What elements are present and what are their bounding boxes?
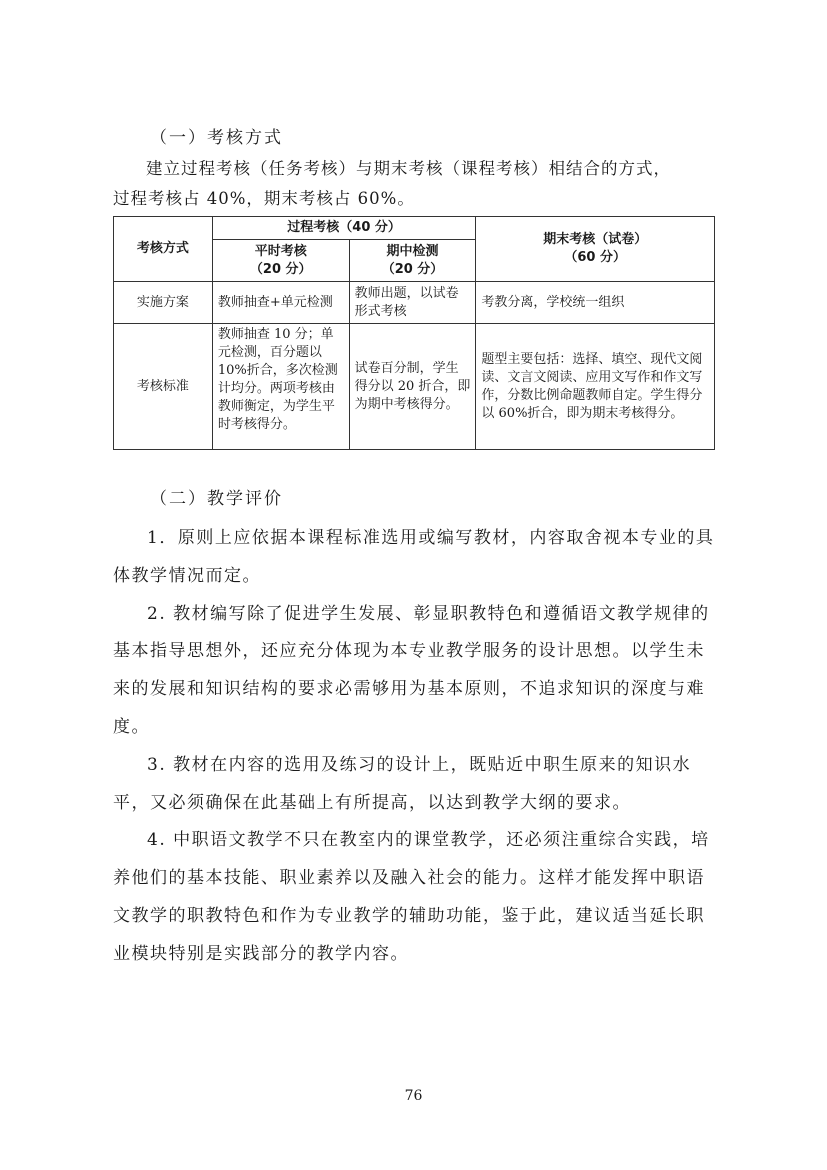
row1-regular: 教师抽查+单元检测 bbox=[212, 282, 349, 324]
section2-heading: （二）教学评价 bbox=[150, 489, 283, 509]
intro-line-2: 过程考核占 40%，期末考核占 60%。 bbox=[113, 189, 415, 208]
header-midterm-title: 期中检测 bbox=[386, 243, 439, 259]
row2-label: 考核标准 bbox=[114, 324, 213, 450]
row1-midterm: 教师出题，以试卷形式考核 bbox=[349, 282, 476, 324]
table-row bbox=[114, 282, 715, 324]
paragraph-1: 1．原则上应依据本课程标准选用或编写教材，内容取舍视本专业的具体教学情况而定。 bbox=[113, 528, 715, 586]
intro-line-1: 建立过程考核（任务考核）与期末考核（课程考核）相结合的方式， bbox=[146, 159, 671, 178]
paragraph-3: 3. 教材在内容的选用及练习的设计上，既贴近中职生原来的知识水平，又必须确保在此基础上有所提高，以达到教学大纲的要求。 bbox=[113, 754, 692, 813]
assessment-table bbox=[113, 216, 715, 450]
row2-regular: 教师抽查 10 分；单元检测，百分题以 10%折合，多次检测计均分。两项考核由教师衡定，为学生平时考核得分。 bbox=[212, 324, 349, 450]
header-midterm-score: （20 分） bbox=[381, 261, 444, 277]
row1-label: 实施方案 bbox=[114, 282, 213, 324]
header-final bbox=[476, 217, 715, 282]
page-number: 76 bbox=[404, 1088, 423, 1104]
row2-midterm: 试卷百分制，学生得分以 20 折合，即为期中考核得分。 bbox=[349, 324, 476, 450]
header-final-score: （60 分） bbox=[564, 250, 627, 265]
header-process: 过程考核（40 分） bbox=[212, 217, 476, 240]
table-row bbox=[114, 324, 715, 450]
row1-final: 考教分离，学校统一组织 bbox=[476, 282, 715, 324]
evaluation-body bbox=[113, 520, 717, 974]
paragraph-2: 2. 教材编写除了促进学生发展、彰显职教特色和遵循语文教学规律的基本指导思想外，还应充分体现为本专业教学服务的设计思想。以学生未来的发展和知识结构的要求必需够用为基本原则，不追求知识的深度与难度。 bbox=[113, 603, 710, 737]
header-regular-score: （20 分） bbox=[249, 261, 312, 277]
header-final-title: 期末考核（试卷） bbox=[543, 232, 648, 247]
section1-heading: （一）考核方式 bbox=[150, 128, 283, 148]
header-regular bbox=[212, 240, 349, 282]
row2-final: 题型主要包括：选择、填空、现代文阅读、文言文阅读、应用文写作和作文写作，分数比例命题教师自定。学生得分以 60%折合，即为期末考核得分。 bbox=[476, 324, 715, 450]
paragraph-4: 4. 中职语文教学不只在教室内的课堂教学，还必须注重综合实践，培养他们的基本技能、职业素养以及融入社会的能力。这样才能发挥中职语文教学的职教特色和作为专业教学的辅助功能，鉴于此，建议适当延长职业模块特别是实践部分的教学内容。 bbox=[113, 830, 710, 964]
intro-paragraph bbox=[113, 154, 715, 214]
header-method: 考核方式 bbox=[114, 217, 213, 282]
header-regular-title: 平时考核 bbox=[254, 243, 307, 259]
header-midterm bbox=[349, 240, 476, 282]
